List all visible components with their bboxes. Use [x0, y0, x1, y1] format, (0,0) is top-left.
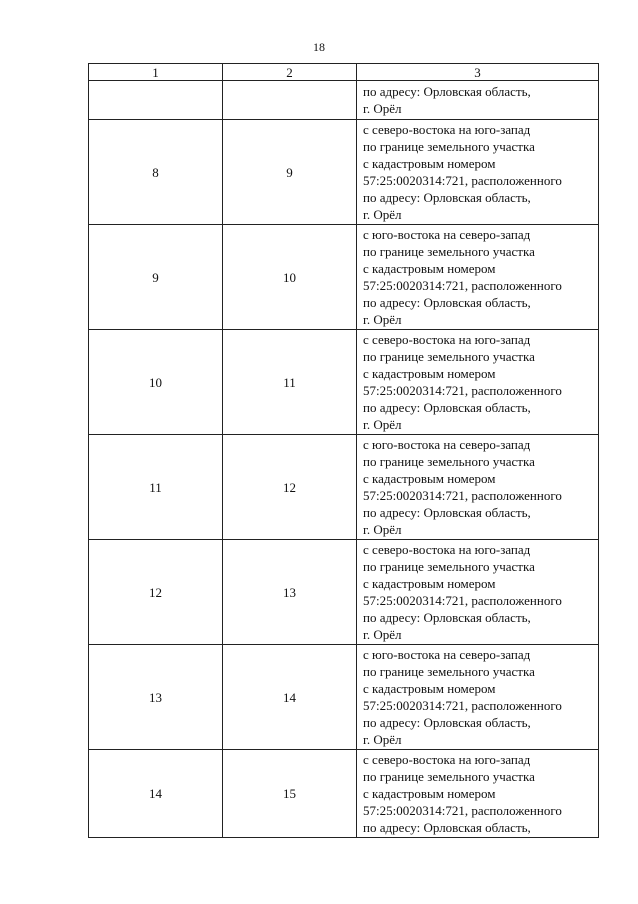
description-line: г. Орёл — [363, 522, 402, 537]
description-line: по адресу: Орловская область, — [363, 820, 531, 835]
to-point-cell: 14 — [223, 645, 357, 750]
from-point-cell: 12 — [89, 540, 223, 645]
table-row — [89, 750, 599, 838]
to-point-cell: 15 — [223, 750, 357, 838]
description-line: по границе земельного участка — [363, 664, 535, 679]
from-point-cell: 13 — [89, 645, 223, 750]
description-line: по границе земельного участка — [363, 769, 535, 784]
to-point-cell: 11 — [223, 330, 357, 435]
description-line: 57:25:0020314:721, расположенного — [363, 803, 562, 818]
description-cell — [357, 225, 599, 330]
description-line: с кадастровым номером — [363, 681, 496, 696]
boundary-table — [88, 63, 599, 838]
description-cell — [357, 120, 599, 225]
to-point-cell: 13 — [223, 540, 357, 645]
description-line: по адресу: Орловская область, — [363, 400, 531, 415]
description-line: по границе земельного участка — [363, 244, 535, 259]
description-line: с кадастровым номером — [363, 366, 496, 381]
description-line: с кадастровым номером — [363, 576, 496, 591]
description-line: по границе земельного участка — [363, 559, 535, 574]
description-line: 57:25:0020314:721, расположенного — [363, 698, 562, 713]
table-row — [89, 120, 599, 225]
to-point-cell: 9 — [223, 120, 357, 225]
description-cell — [357, 330, 599, 435]
description-line: г. Орёл — [363, 207, 402, 222]
description-line: 57:25:0020314:721, расположенного — [363, 278, 562, 293]
description-line: г. Орёл — [363, 732, 402, 747]
table-row — [89, 330, 599, 435]
description-line: 57:25:0020314:721, расположенного — [363, 488, 562, 503]
description-cell — [357, 435, 599, 540]
description-line: 57:25:0020314:721, расположенного — [363, 593, 562, 608]
column-header-3: 3 — [357, 64, 599, 81]
description-line: с кадастровым номером — [363, 786, 496, 801]
description-line: по адресу: Орловская область, — [363, 505, 531, 520]
description-line: с кадастровым номером — [363, 156, 496, 171]
description-line: с кадастровым номером — [363, 261, 496, 276]
description-line: по адресу: Орловская область, — [363, 190, 531, 205]
empty-cell — [223, 81, 357, 120]
description-cell — [357, 750, 599, 838]
table-row — [89, 540, 599, 645]
to-point-cell: 12 — [223, 435, 357, 540]
table-row — [89, 225, 599, 330]
description-line: 57:25:0020314:721, расположенного — [363, 173, 562, 188]
to-point-cell: 10 — [223, 225, 357, 330]
description-line: по адресу: Орловская область, — [363, 295, 531, 310]
empty-cell — [89, 81, 223, 120]
column-header-2: 2 — [223, 64, 357, 81]
description-line: 57:25:0020314:721, расположенного — [363, 383, 562, 398]
description-line: с северо-востока на юго-запад — [363, 542, 531, 557]
description-line: г. Орёл — [363, 417, 402, 432]
description-line: по адресу: Орловская область, — [363, 610, 531, 625]
description-cell — [357, 540, 599, 645]
description-line: г. Орёл — [363, 627, 402, 642]
description-cell — [357, 81, 599, 120]
description-line: по адресу: Орловская область, — [363, 715, 531, 730]
description-line: по границе земельного участка — [363, 454, 535, 469]
description-line: с юго-востока на северо-запад — [363, 437, 531, 452]
from-point-cell: 8 — [89, 120, 223, 225]
table-header-row — [89, 64, 599, 81]
table-row — [89, 435, 599, 540]
description-cell — [357, 645, 599, 750]
from-point-cell: 9 — [89, 225, 223, 330]
from-point-cell: 10 — [89, 330, 223, 435]
description-line: с юго-востока на северо-запад — [363, 227, 531, 242]
table-row — [89, 645, 599, 750]
description-line: с северо-востока на юго-запад — [363, 122, 531, 137]
continuation-row — [89, 81, 599, 120]
description-line: г. Орёл — [363, 312, 402, 327]
from-point-cell: 11 — [89, 435, 223, 540]
description-line: с северо-востока на юго-запад — [363, 752, 531, 767]
description-line: с юго-востока на северо-запад — [363, 647, 531, 662]
description-line: г. Орёл — [363, 101, 402, 116]
description-line: с кадастровым номером — [363, 471, 496, 486]
page-number: 18 — [313, 40, 325, 54]
from-point-cell: 14 — [89, 750, 223, 838]
description-line: по границе земельного участка — [363, 349, 535, 364]
description-line: с северо-востока на юго-запад — [363, 332, 531, 347]
description-line: по границе земельного участка — [363, 139, 535, 154]
column-header-1: 1 — [89, 64, 223, 81]
description-line: по адресу: Орловская область, — [363, 84, 531, 99]
